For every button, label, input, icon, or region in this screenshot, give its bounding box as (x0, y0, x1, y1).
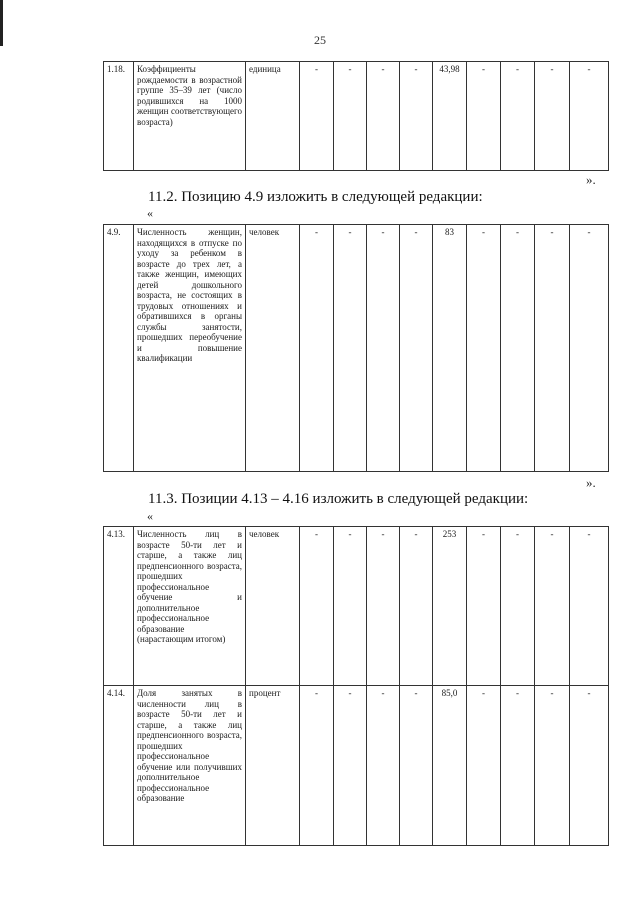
value-cell: - (570, 225, 609, 472)
opening-quote: « (147, 509, 153, 523)
value-cell: - (300, 225, 334, 472)
indicator-name: Численность лиц в возрасте 50-ти лет и старше, а также лиц предпенсионного возраста, прошедших профессиональное обучение и дополнительное профессиональное образование (нарастающим итогом) (134, 527, 246, 686)
table-row (104, 62, 609, 171)
value-cell: - (300, 686, 334, 846)
indicator-name: Численность женщин, находящихся в отпуске по уходу за ребенком в возрасте до трех лет, а также женщин, имеющих детей дошкольного возраста, не состоящих в трудовых отношениях и обратившихся в органы службы занятости, прошедших переобучение и повышение квалификации (134, 225, 246, 472)
table-row (104, 527, 609, 686)
value-cell: - (501, 527, 535, 686)
value-cell: - (501, 225, 535, 472)
value-cell: - (467, 225, 501, 472)
value-cell: - (501, 62, 535, 171)
value-cell: 253 (433, 527, 467, 686)
value-cell: - (570, 527, 609, 686)
value-cell: 43,98 (433, 62, 467, 171)
value-cell: - (535, 686, 570, 846)
value-cell: - (535, 527, 570, 686)
table-row (104, 686, 609, 846)
value-cell: - (467, 62, 501, 171)
row-number: 1.18. (104, 62, 134, 171)
indicator-name: Коэффициенты рождаемости в возрастной группе 35–39 лет (число родившихся на 1000 женщин соответствующего возраста) (134, 62, 246, 171)
value-cell: - (367, 527, 400, 686)
value-cell: - (300, 527, 334, 686)
closing-quote: ». (586, 172, 596, 187)
row-number: 4.9. (104, 225, 134, 472)
value-cell: - (467, 527, 501, 686)
value-cell: - (367, 686, 400, 846)
row-number: 4.13. (104, 527, 134, 686)
indicator-table-1 (103, 61, 609, 171)
table-row (104, 225, 609, 472)
value-cell: - (535, 225, 570, 472)
closing-quote: ». (586, 475, 596, 490)
value-cell: - (400, 225, 433, 472)
indicator-table-2 (103, 224, 609, 472)
section-heading: 11.2. Позицию 4.9 изложить в следующей редакции: (148, 189, 483, 205)
value-cell: - (400, 527, 433, 686)
value-cell: - (334, 527, 367, 686)
value-cell: - (501, 686, 535, 846)
unit-cell: процент (246, 686, 300, 846)
opening-quote: « (147, 206, 153, 220)
unit-cell: человек (246, 225, 300, 472)
value-cell: - (400, 62, 433, 171)
value-cell: 85,0 (433, 686, 467, 846)
value-cell: - (334, 686, 367, 846)
value-cell: - (400, 686, 433, 846)
value-cell: - (334, 225, 367, 472)
value-cell: - (467, 686, 501, 846)
page-number: 25 (314, 33, 326, 47)
unit-cell: человек (246, 527, 300, 686)
section-heading: 11.3. Позиции 4.13 – 4.16 изложить в следующей редакции: (148, 491, 529, 507)
value-cell: - (535, 62, 570, 171)
indicator-table-3 (103, 526, 609, 846)
row-number: 4.14. (104, 686, 134, 846)
unit-cell: единица (246, 62, 300, 171)
value-cell: 83 (433, 225, 467, 472)
value-cell: - (367, 225, 400, 472)
value-cell: - (570, 62, 609, 171)
value-cell: - (570, 686, 609, 846)
value-cell: - (367, 62, 400, 171)
value-cell: - (334, 62, 367, 171)
value-cell: - (300, 62, 334, 171)
indicator-name: Доля занятых в численности лиц в возрасте 50-ти лет и старше, а также лиц предпенсионного возраста, прошедших профессиональное обучение или получивших дополнительное профессиональное образование (134, 686, 246, 846)
